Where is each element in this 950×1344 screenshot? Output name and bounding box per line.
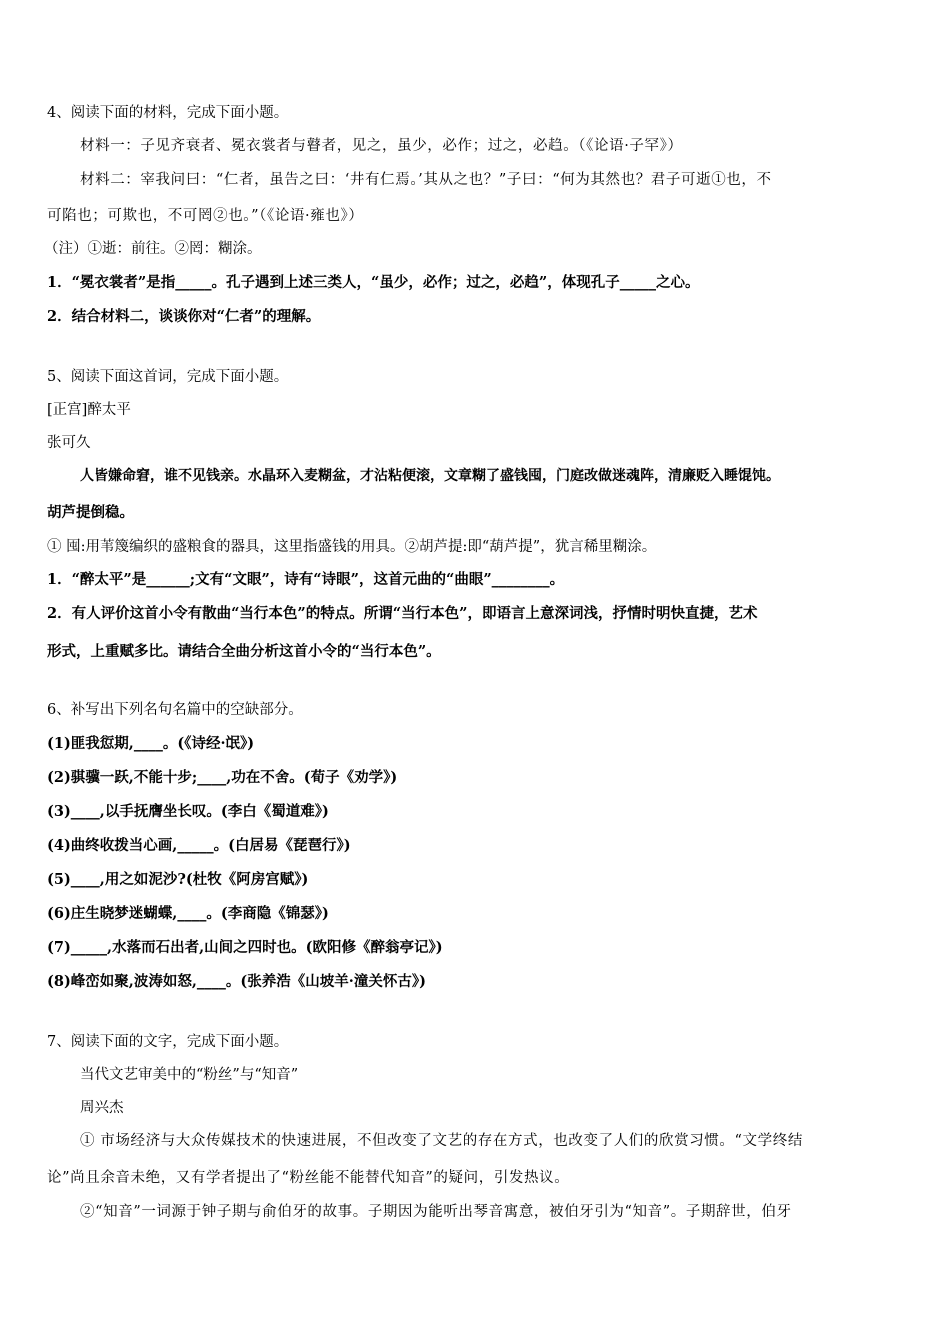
q6-item: (8)峰峦如聚,波涛如怒,____。(张养浩《山坡羊·潼关怀古》): [47, 973, 426, 990]
q7-heading: 7、阅读下面的文字，完成下面小题。: [47, 1034, 289, 1050]
q7-paragraph-2-line-1: ②“知音”一词源于钟子期与俞伯牙的故事。子期因为能听出琴音寓意，被伯牙引为“知音”。子期辞世，伯牙: [80, 1204, 792, 1220]
q5-poem-author: 张可久: [47, 435, 91, 451]
q5-subquestion-2-line-1: 2．有人评价这首小令有散曲“当行本色”的特点。所谓“当行本色”，即语言上意深词浅，抒情时明快直捷，艺术: [47, 605, 758, 622]
q6-item: (1)匪我愆期,____。(《诗经·氓》): [47, 735, 255, 752]
q4-material-2-line-1: 材料二：宰我问曰：“仁者，虽告之曰：‘井有仁焉。’其从之也？”子曰：“何为其然也？君子可逝①也，不: [80, 172, 772, 188]
q6-item: (6)庄生晓梦迷蝴蝶,____。(李商隐《锦瑟》): [47, 905, 329, 922]
q6-item: (7)_____,水落而石出者,山间之四时也。(欧阳修《醉翁亭记》): [47, 939, 443, 956]
q7-paragraph-1-line-2: 论”尚且余音未绝，又有学者提出了“粉丝能不能替代知音”的疑问，引发热议。: [47, 1170, 570, 1186]
q5-subquestion-1: 1．“醉太平”是______;文有“文眼”，诗有“诗眼”，这首元曲的“曲眼”________。: [47, 571, 565, 588]
q5-heading: 5、阅读下面这首词，完成下面小题。: [47, 369, 289, 385]
q4-note: （注）①逝：前往。②罔：糊涂。: [44, 241, 262, 257]
q5-note: ① 囤:用苇篾编织的盛粮食的器具，这里指盛钱的用具。②胡芦提:即“葫芦提”，犹言稀里糊涂。: [47, 539, 657, 555]
q4-material-1: 材料一：子见齐衰者、冕衣裳者与瞽者，见之，虽少，必作；过之，必趋。（《论语·子罕》）: [80, 138, 683, 154]
q4-material-2-line-2: 可陷也；可欺也，不可罔②也。”（《论语·雍也》）: [47, 208, 364, 224]
q4-subquestion-1: 1．“冕衣裳者”是指_____。孔子遇到上述三类人，“虽少，必作；过之，必趋”，体现孔子_____之心。: [47, 274, 700, 291]
q5-poem-line-2: 胡芦提倒稳。: [47, 504, 134, 521]
q7-article-title: 当代文艺审美中的“粉丝”与“知音”: [80, 1067, 299, 1083]
q5-poem-title: [正宫]醉太平: [47, 402, 131, 418]
q5-poem-line-1: 人皆嫌命窘，谁不见钱亲。水晶环入麦糊盆，才沾粘便滚，文章糊了盛钱囤，门庭改做迷魂阵，清廉贬入睡馄饨。: [80, 468, 780, 484]
q7-paragraph-1-line-1: ① 市场经济与大众传媒技术的快速进展，不但改变了文艺的存在方式，也改变了人们的欣赏习惯。“文学终结: [80, 1133, 803, 1149]
q4-subquestion-2: 2．结合材料二，谈谈你对“仁者”的理解。: [47, 308, 321, 325]
q4-heading: 4、阅读下面的材料，完成下面小题。: [47, 105, 289, 121]
q7-article-author: 周兴杰: [80, 1100, 124, 1116]
q6-item: (5)____,用之如泥沙?(杜牧《阿房宫赋》): [47, 871, 309, 888]
q6-heading: 6、补写出下列名句名篇中的空缺部分。: [47, 702, 303, 718]
q6-item: (2)骐骥一跃,不能十步;____,功在不舍。(荀子《劝学》): [47, 769, 398, 786]
q5-subquestion-2-line-2: 形式，上重赋多比。请结合全曲分析这首小令的“当行本色”。: [47, 643, 441, 660]
q6-item: (4)曲终收拨当心画,_____。(白居易《琵琶行》): [47, 837, 351, 854]
q6-item: (3)____,以手抚膺坐长叹。(李白《蜀道难》): [47, 803, 329, 820]
